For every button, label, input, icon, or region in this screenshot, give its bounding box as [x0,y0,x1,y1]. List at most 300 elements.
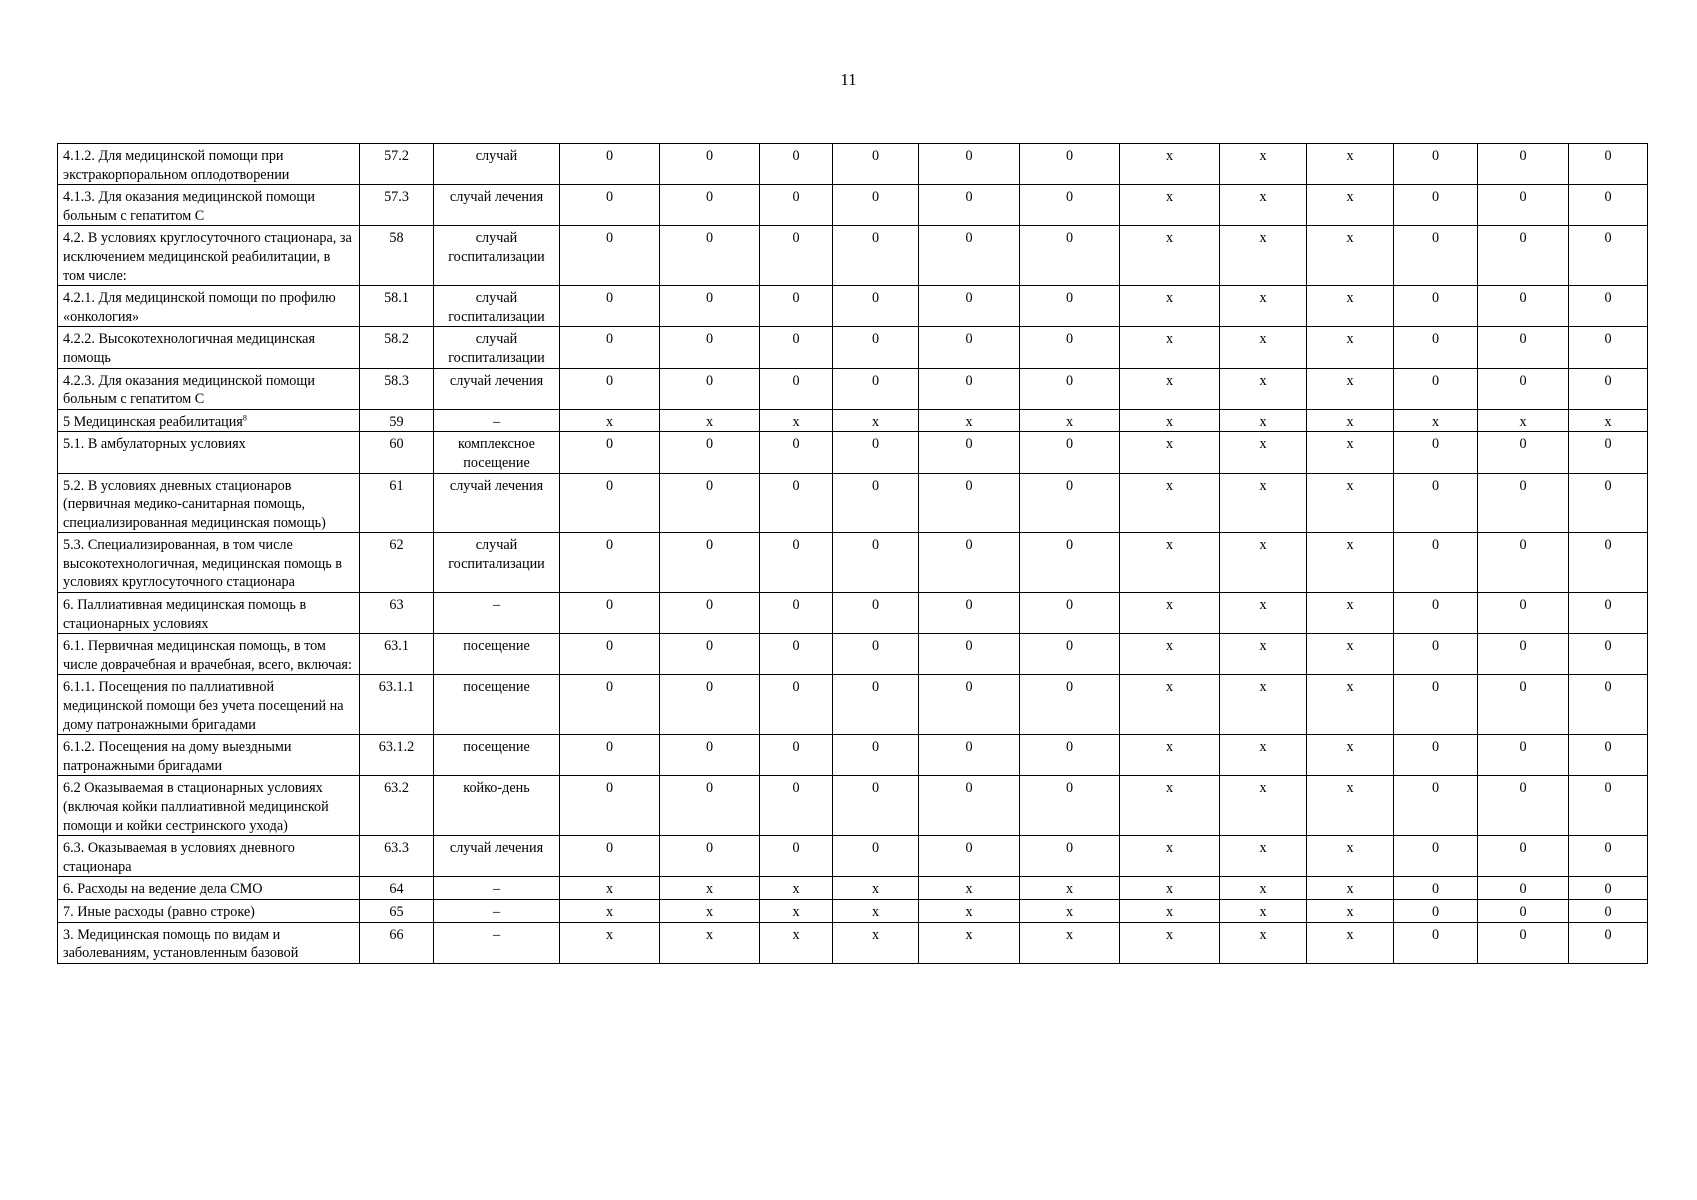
value-cell: х [660,877,760,900]
value-cell: 0 [560,593,660,634]
value-cell: х [1120,144,1220,185]
value-cell: 0 [660,593,760,634]
row-name: 6.2 Оказываемая в стационарных условиях (включая койки паллиативной медицинской помощи и койки сестринского ухода) [63,780,329,834]
value-cell: 0 [1020,735,1120,776]
row-name: 4.1.2. Для медицинской помощи при экстракорпоральном оплодотворении [63,148,290,183]
value-cell: х [1307,675,1394,735]
value-cell: х [1120,226,1220,286]
row-code: 59 [360,409,434,432]
value-cell: х [1307,368,1394,409]
value-cell: х [1120,368,1220,409]
value-cell: х [1120,675,1220,735]
table-row [58,836,1648,877]
row-unit: случай лечения [434,473,560,533]
value-cell: х [1120,327,1220,368]
value-cell: 0 [919,634,1020,675]
row-name-cell [58,473,360,533]
table-row [58,877,1648,900]
value-cell: х [560,877,660,900]
row-name: 5.3. Специализированная, в том числе высокотехнологичная, медицинская помощь в условиях круглосуточного стационара [63,537,342,591]
row-name-cell [58,922,360,963]
value-cell: х [1220,144,1307,185]
row-unit: посещение [434,634,560,675]
value-cell: 0 [1394,836,1478,877]
value-cell: 0 [1394,735,1478,776]
table-row [58,735,1648,776]
value-cell: х [1307,836,1394,877]
value-cell: 0 [760,634,833,675]
value-cell: х [1220,899,1307,922]
row-name: 6. Расходы на ведение дела СМО [63,881,263,898]
row-unit: посещение [434,735,560,776]
value-cell: 0 [1478,368,1569,409]
row-name: 4.1.3. Для оказания медицинской помощи больным с гепатитом С [63,189,315,224]
value-cell: х [1120,922,1220,963]
value-cell: 0 [760,675,833,735]
value-cell: 0 [1569,368,1648,409]
value-cell: 0 [1394,432,1478,473]
row-name: 3. Медицинская помощь по видам и заболеваниям, установленным базовой [63,926,299,962]
value-cell: х [1307,899,1394,922]
value-cell: 0 [1394,286,1478,327]
value-cell: х [1220,776,1307,836]
value-cell: 0 [919,836,1020,877]
table-row [58,593,1648,634]
value-cell: 0 [660,533,760,593]
value-cell: х [833,922,919,963]
row-code: 62 [360,533,434,593]
value-cell: х [1120,836,1220,877]
value-cell: 0 [1020,368,1120,409]
value-cell: 0 [1569,836,1648,877]
value-cell: 0 [760,368,833,409]
value-cell: 0 [1478,836,1569,877]
row-unit: комплексное посещение [434,432,560,473]
value-cell: 0 [1394,634,1478,675]
value-cell: х [1120,899,1220,922]
row-name-cell [58,368,360,409]
value-cell: х [1120,776,1220,836]
value-cell: 0 [760,776,833,836]
value-cell: 0 [660,735,760,776]
row-code: 57.2 [360,144,434,185]
value-cell: х [1120,593,1220,634]
value-cell: х [1220,368,1307,409]
row-name-cell [58,836,360,877]
value-cell: х [1120,735,1220,776]
value-cell: 0 [760,836,833,877]
table-row [58,432,1648,473]
value-cell: 0 [1394,675,1478,735]
value-cell: х [760,409,833,432]
value-cell: 0 [1478,593,1569,634]
value-cell: 0 [760,226,833,286]
value-cell: х [919,922,1020,963]
value-cell: 0 [919,144,1020,185]
row-name: 7. Иные расходы (равно строке) [63,903,255,920]
value-cell: 0 [660,675,760,735]
table-row [58,327,1648,368]
value-cell: х [1120,634,1220,675]
value-cell: 0 [660,473,760,533]
value-cell: х [1120,286,1220,327]
value-cell: х [1120,409,1220,432]
row-code: 65 [360,899,434,922]
value-cell: х [1307,634,1394,675]
value-cell: 0 [1478,432,1569,473]
value-cell: 0 [1020,634,1120,675]
value-cell: 0 [833,368,919,409]
value-cell: 0 [1478,144,1569,185]
row-unit: случай госпитализации [434,226,560,286]
value-cell: 0 [833,144,919,185]
row-name: 6. Паллиативная медицинская помощь в стационарных условиях [63,597,307,632]
value-cell: х [1120,473,1220,533]
value-cell: 0 [919,533,1020,593]
value-cell: х [1220,922,1307,963]
value-cell: х [1307,226,1394,286]
table-row [58,634,1648,675]
value-cell: 0 [1020,776,1120,836]
row-code: 63.2 [360,776,434,836]
value-cell: х [1569,409,1648,432]
value-cell: 0 [833,327,919,368]
value-cell: 0 [1394,776,1478,836]
value-cell: 0 [833,185,919,226]
row-name: 4.2.2. Высокотехнологичная медицинская помощь [63,331,315,366]
value-cell: 0 [1478,327,1569,368]
value-cell: 0 [660,368,760,409]
value-cell: 0 [1394,922,1478,963]
value-cell: 0 [660,327,760,368]
value-cell: 0 [760,185,833,226]
value-cell: х [1220,473,1307,533]
value-cell: 0 [1569,877,1648,900]
value-cell: 0 [560,432,660,473]
value-cell: 0 [560,286,660,327]
row-name: 6.3. Оказываемая в условиях дневного стационара [63,840,295,875]
value-cell: 0 [1020,533,1120,593]
value-cell: 0 [919,286,1020,327]
value-cell: 0 [1478,185,1569,226]
value-cell: х [1120,432,1220,473]
value-cell: х [1220,634,1307,675]
row-unit: случай лечения [434,836,560,877]
value-cell: 0 [560,776,660,836]
value-cell: х [1220,432,1307,473]
value-cell: х [1307,432,1394,473]
value-cell: 0 [1394,368,1478,409]
value-cell: 0 [560,144,660,185]
value-cell: х [833,877,919,900]
value-cell: х [833,409,919,432]
value-cell: 0 [1020,473,1120,533]
row-name-cell [58,735,360,776]
value-cell: 0 [1569,226,1648,286]
row-name: 4.2.1. Для медицинской помощи по профилю «онкология» [63,290,336,325]
value-cell: 0 [1569,634,1648,675]
value-cell: х [1220,533,1307,593]
value-cell: 0 [1569,185,1648,226]
value-cell: 0 [1020,593,1120,634]
value-cell: 0 [1020,432,1120,473]
value-cell: 0 [760,286,833,327]
value-cell: х [919,899,1020,922]
value-cell: 0 [1478,675,1569,735]
value-cell: 0 [1478,473,1569,533]
row-name-cell [58,593,360,634]
row-code: 61 [360,473,434,533]
value-cell: х [833,899,919,922]
value-cell: х [1220,675,1307,735]
row-name-cell [58,409,360,432]
row-name-cell [58,144,360,185]
table-row [58,776,1648,836]
value-cell: х [660,899,760,922]
value-cell: 0 [760,473,833,533]
value-cell: х [1478,409,1569,432]
value-cell: 0 [760,735,833,776]
value-cell: 0 [1394,593,1478,634]
value-cell: 0 [1478,226,1569,286]
value-cell: 0 [660,432,760,473]
value-cell: 0 [1394,899,1478,922]
row-unit: – [434,899,560,922]
value-cell: 0 [919,776,1020,836]
value-cell: х [1307,735,1394,776]
row-name-cell [58,776,360,836]
table-body [58,144,1648,964]
table-row [58,286,1648,327]
value-cell: 0 [833,634,919,675]
value-cell: 0 [1569,473,1648,533]
value-cell: х [760,922,833,963]
value-cell: х [760,899,833,922]
value-cell: 0 [1478,533,1569,593]
data-table [57,143,1648,964]
value-cell: 0 [1394,327,1478,368]
value-cell: 0 [760,327,833,368]
value-cell: 0 [833,473,919,533]
value-cell: 0 [833,776,919,836]
value-cell: 0 [1569,776,1648,836]
row-code: 64 [360,877,434,900]
value-cell: х [1120,877,1220,900]
value-cell: х [1220,409,1307,432]
value-cell: х [1307,922,1394,963]
value-cell: 0 [1020,144,1120,185]
footnote-marker: 8 [242,412,247,422]
value-cell: 0 [1569,432,1648,473]
value-cell: х [1120,185,1220,226]
value-cell: 0 [1020,675,1120,735]
value-cell: х [1307,409,1394,432]
row-name-cell [58,675,360,735]
value-cell: 0 [660,226,760,286]
value-cell: 0 [1569,327,1648,368]
row-name: 6.1.1. Посещения по паллиативной медицинской помощи без учета посещений на дому патронажными бригадами [63,679,344,733]
value-cell: 0 [1478,634,1569,675]
row-unit: – [434,409,560,432]
row-name: 5.1. В амбулаторных условиях [63,436,246,453]
value-cell: 0 [919,226,1020,286]
value-cell: 0 [660,634,760,675]
value-cell: х [919,409,1020,432]
value-cell: 0 [660,776,760,836]
row-code: 63.1 [360,634,434,675]
value-cell: 0 [660,836,760,877]
table-row [58,473,1648,533]
row-unit: – [434,877,560,900]
value-cell: 0 [760,593,833,634]
value-cell: 0 [919,735,1020,776]
value-cell: х [1120,533,1220,593]
value-cell: 0 [1020,286,1120,327]
row-code: 63.1.1 [360,675,434,735]
value-cell: 0 [1569,593,1648,634]
value-cell: х [1020,877,1120,900]
value-cell: 0 [560,473,660,533]
value-cell: 0 [833,533,919,593]
row-unit: – [434,593,560,634]
row-name-cell [58,185,360,226]
row-name-cell [58,432,360,473]
row-name: 4.2.3. Для оказания медицинской помощи больным с гепатитом С [63,372,315,408]
row-name: 5 Медицинская реабилитация [63,413,243,430]
value-cell: х [1220,286,1307,327]
row-name: 4.2. В условиях круглосуточного стационара, за исключением медицинской реабилитации, в том числе: [63,230,352,284]
table-row [58,185,1648,226]
value-cell: х [560,409,660,432]
row-code: 66 [360,922,434,963]
value-cell: 0 [1394,473,1478,533]
value-cell: 0 [560,675,660,735]
value-cell: 0 [1569,899,1648,922]
table-row [58,226,1648,286]
row-unit: случай [434,144,560,185]
value-cell: 0 [919,185,1020,226]
value-cell: 0 [919,368,1020,409]
value-cell: 0 [560,634,660,675]
value-cell: 0 [1394,877,1478,900]
value-cell: х [660,409,760,432]
table-row [58,675,1648,735]
value-cell: х [1307,144,1394,185]
value-cell: х [919,877,1020,900]
row-name-cell [58,226,360,286]
row-name-cell [58,877,360,900]
row-name-cell [58,286,360,327]
table-row [58,899,1648,922]
row-name-cell [58,533,360,593]
value-cell: 0 [833,226,919,286]
row-unit: – [434,922,560,963]
value-cell: 0 [919,473,1020,533]
row-code: 58.1 [360,286,434,327]
value-cell: х [1307,776,1394,836]
value-cell: 0 [833,432,919,473]
value-cell: х [1220,327,1307,368]
value-cell: 0 [833,675,919,735]
value-cell: 0 [760,144,833,185]
value-cell: 0 [760,533,833,593]
value-cell: 0 [1020,226,1120,286]
value-cell: 0 [1569,533,1648,593]
value-cell: х [1307,877,1394,900]
row-name-cell [58,327,360,368]
value-cell: 0 [560,836,660,877]
row-unit: случай госпитализации [434,327,560,368]
row-name: 6.1.2. Посещения на дому выездными патронажными бригадами [63,739,292,774]
value-cell: х [1020,409,1120,432]
row-name-cell [58,899,360,922]
value-cell: х [1307,473,1394,533]
value-cell: 0 [919,593,1020,634]
value-cell: 0 [1394,533,1478,593]
value-cell: 0 [1478,735,1569,776]
value-cell: 0 [919,675,1020,735]
value-cell: 0 [1020,836,1120,877]
value-cell: х [1020,922,1120,963]
row-unit: случай госпитализации [434,286,560,327]
value-cell: х [1220,593,1307,634]
value-cell: 0 [1478,899,1569,922]
value-cell: 0 [660,286,760,327]
value-cell: 0 [919,432,1020,473]
value-cell: 0 [560,368,660,409]
page-number: 11 [840,70,857,89]
value-cell: 0 [560,226,660,286]
value-cell: 0 [1478,776,1569,836]
row-code: 58 [360,226,434,286]
row-code: 58.2 [360,327,434,368]
value-cell: 0 [833,735,919,776]
value-cell: 0 [1569,144,1648,185]
row-code: 63 [360,593,434,634]
value-cell: х [560,899,660,922]
value-cell: х [1307,533,1394,593]
row-name: 5.2. В условиях дневных стационаров (первичная медико-санитарная помощь, специализированная медицинская помощь) [63,477,326,531]
value-cell: х [1307,286,1394,327]
value-cell: х [1307,185,1394,226]
row-unit: случай госпитализации [434,533,560,593]
row-code: 57.3 [360,185,434,226]
value-cell: х [660,922,760,963]
value-cell: 0 [560,533,660,593]
row-unit: койко-день [434,776,560,836]
value-cell: х [1220,836,1307,877]
value-cell: 0 [833,593,919,634]
value-cell: 0 [1394,226,1478,286]
value-cell: 0 [660,144,760,185]
table-row [58,922,1648,963]
row-code: 58.3 [360,368,434,409]
row-unit: посещение [434,675,560,735]
row-code: 60 [360,432,434,473]
row-unit: случай лечения [434,368,560,409]
value-cell: 0 [833,286,919,327]
value-cell: 0 [833,836,919,877]
value-cell: 0 [1569,675,1648,735]
value-cell: 0 [1478,922,1569,963]
value-cell: 0 [560,185,660,226]
value-cell: х [1220,735,1307,776]
value-cell: 0 [560,735,660,776]
value-cell: х [1394,409,1478,432]
value-cell: 0 [1569,922,1648,963]
table-row [58,144,1648,185]
value-cell: х [1220,185,1307,226]
